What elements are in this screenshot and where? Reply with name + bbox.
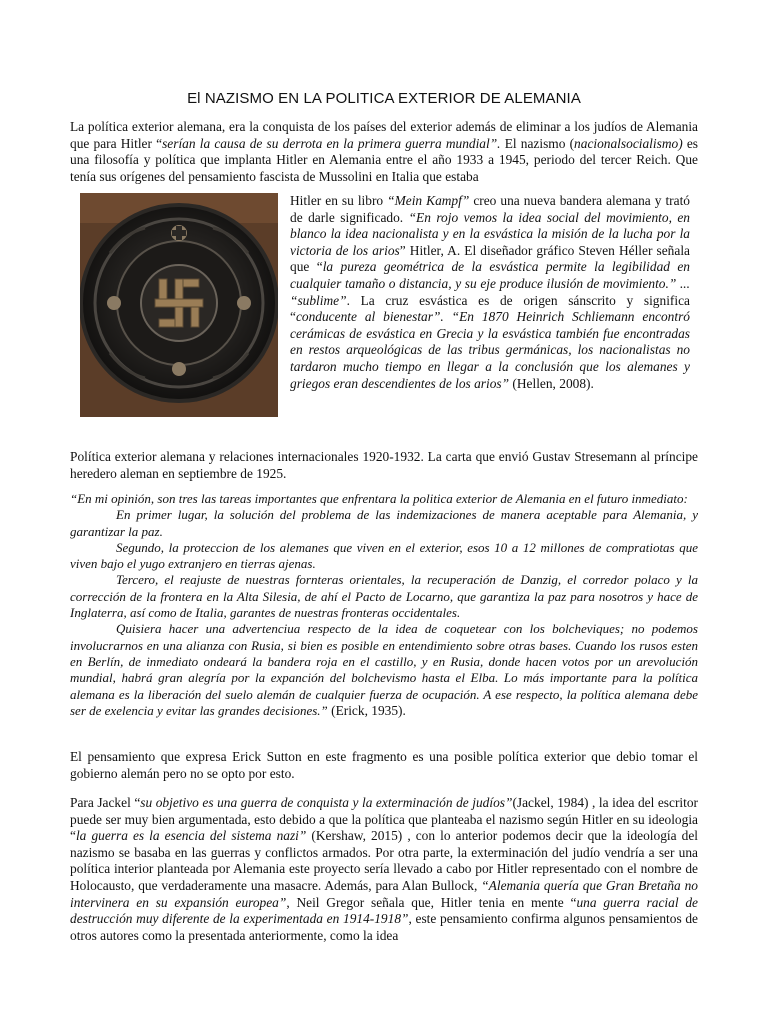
italic-run: la pureza geométrica de la esvástica permite la legibilidad en cualquier tamaño o distancia, y su eje produce ilusión de movimiento.” ... “sublime” <box>290 259 690 308</box>
text-run: (Hellen, 2008). <box>509 375 594 391</box>
italic-run: conducente al bienestar”. “En 1870 Heinrich Schliemann encontró cerámicas de esvástica en Grecia y la esvástica también fue encontradas en restos arqueológicas de las tribus germánicas, los nacionalistas no tardaron mucho tiempo en llegar a la conclusión que los alemanes y griegos eran descendientes de los arios” <box>290 309 690 391</box>
intro-paragraph <box>70 119 698 185</box>
swastika-carving-photo <box>80 193 278 417</box>
sutton-paragraph: El pensamiento que expresa Erick Sutton en este fragmento es una posible política exterior que debio tomar el gobierno alemán pero no se opto por esto. <box>70 749 698 781</box>
text-run: creo una nueva bandera alemana y trató de darle significado. <box>290 193 690 225</box>
italic-run: nacionalsocialismo) <box>574 135 683 151</box>
text-run: Para Jackel “ <box>70 795 141 810</box>
text-run: (Kershaw, 2015) , con lo anterior podemos decir que la ideología del nazismo se basaba en las guerras y conflictos armados. Por otra parte, la exterminación del judío vendría a ser una política interior planteada por Alemania este proyecto sería llevado a cabo por Hitler representado con el nombre de Holocausto, que verdaderamente una masacre. Además, para Alan Bullock, <box>70 828 698 893</box>
text-run: El nazismo ( <box>500 135 575 151</box>
quote-line: En primer lugar, la solución del problema de las indemizaciones de manera aceptable para Alemania, y garantizar la paz. <box>70 507 698 539</box>
italic-run: “Alemania quería que Gran Bretaña no intervinera en su expansión europea” <box>70 877 698 910</box>
italic-run: la guerra es la esencia del sistema nazi” <box>75 828 307 844</box>
quote-line: Tercero, el reajuste de nuestras fornteras orientales, la recuperación de Danzig, el corredor polaco y la corrección de la frontera en la Alta Silesia, de ahí el Pacto de Locarno, que garantiza la paz para nosotros y hace de Inglaterra, así como de Italia, garantes de nuestras fronteras occidentales. <box>70 572 698 621</box>
italic-run: su objetivo es una guerra de conquista y la exterminación de judíos” <box>140 795 513 810</box>
text-run: Hitler en su libro <box>290 193 388 208</box>
swastika-paragraph <box>290 193 690 392</box>
page-title: El NAZISMO EN LA POLITICA EXTERIOR DE ALEMANIA <box>187 90 581 107</box>
text-run: ” Hitler, A. El diseñador gráfico Steven Héller señala que “ <box>290 242 690 275</box>
quote-line: “En mi opinión, son tres las tareas importantes que enfrentara la politica exterior de Alemania en el futuro inmediato: <box>70 491 688 506</box>
italic-run: serían la causa de su derrota en la primera guerra mundial”. <box>162 135 501 151</box>
citation: (Erick, 1935). <box>327 702 406 718</box>
jackel-paragraph <box>70 795 698 944</box>
text-run: , Neil Gregor señala que, Hitler tenia en mente “ <box>286 894 577 910</box>
italic-run: “Mein Kampf” <box>387 193 470 208</box>
text-run: es una filosofía y política que implanta Hitler en Alemania entre el año 1933 a 1945, periodo del tercer Reich. Que tenía sus orígenes del pensamiento fascista de Mussolini en Italia que estaba <box>70 135 698 184</box>
letter-intro-paragraph: Política exterior alemana y relaciones internacionales 1920-1932. La carta que envió Gustav Stresemann al príncipe heredero aleman en septiembre de 1925. <box>70 449 698 481</box>
italic-run: “En rojo vemos la idea social del movimiento, en blanco la idea nacionalista y en la esvástica la misión de la lucha por la victoria de los arios <box>290 209 690 258</box>
text-run: (Jackel, 1984) , la idea del escritor puede ser muy bien argumentada, esto debido a que la política que planteaba el nazismo según Hitler en su ideologia “ <box>70 795 698 844</box>
italic-run: una guerra racial de destrucción muy diferente de la experimentada en 1914-1918” <box>70 894 698 927</box>
text-run: La política exterior alemana, era la conquista de los países del exterior además de eliminar a los judíos de Alemania que para Hitler “ <box>70 119 698 151</box>
text-run: . La cruz esvástica es de origen sánscrito y significa “ <box>290 292 690 325</box>
text-run: , este pensamiento confirma algunos pensamientos de otros autores como la presentada anteriormente, como la idea <box>70 911 698 943</box>
carving-image-icon <box>80 193 278 417</box>
stresemann-quote <box>70 491 698 719</box>
quote-line: Quisiera hacer una advertenciua respecto de la idea de coquetear con los bolcheviques; no podemos involucrarnos en una alianza con Rusia, si bien es posible en entendimiento sobre otras bases. Cuando los rusos esten en Berlín, de inmediato ondeará la bandera roja en el castillo, y en Rusia, donde hacen votos por un arevolución mundial, habrá gran alegría por la expanción del bolchevismo hasta el Elba. Lo más importante para la política alemana es la liberación del suelo alemán de cualquier fuerza de ocupación. A ese respecto, la política alemana debe ser de exelencia y evitar las grandes decisiones.” <box>70 621 698 718</box>
quote-line: Segundo, la proteccion de los alemanes que viven en el exterior, esos 10 a 12 millones de compratiotas que viven bajo el yugo extranjero en tierras ajenas. <box>70 539 698 572</box>
